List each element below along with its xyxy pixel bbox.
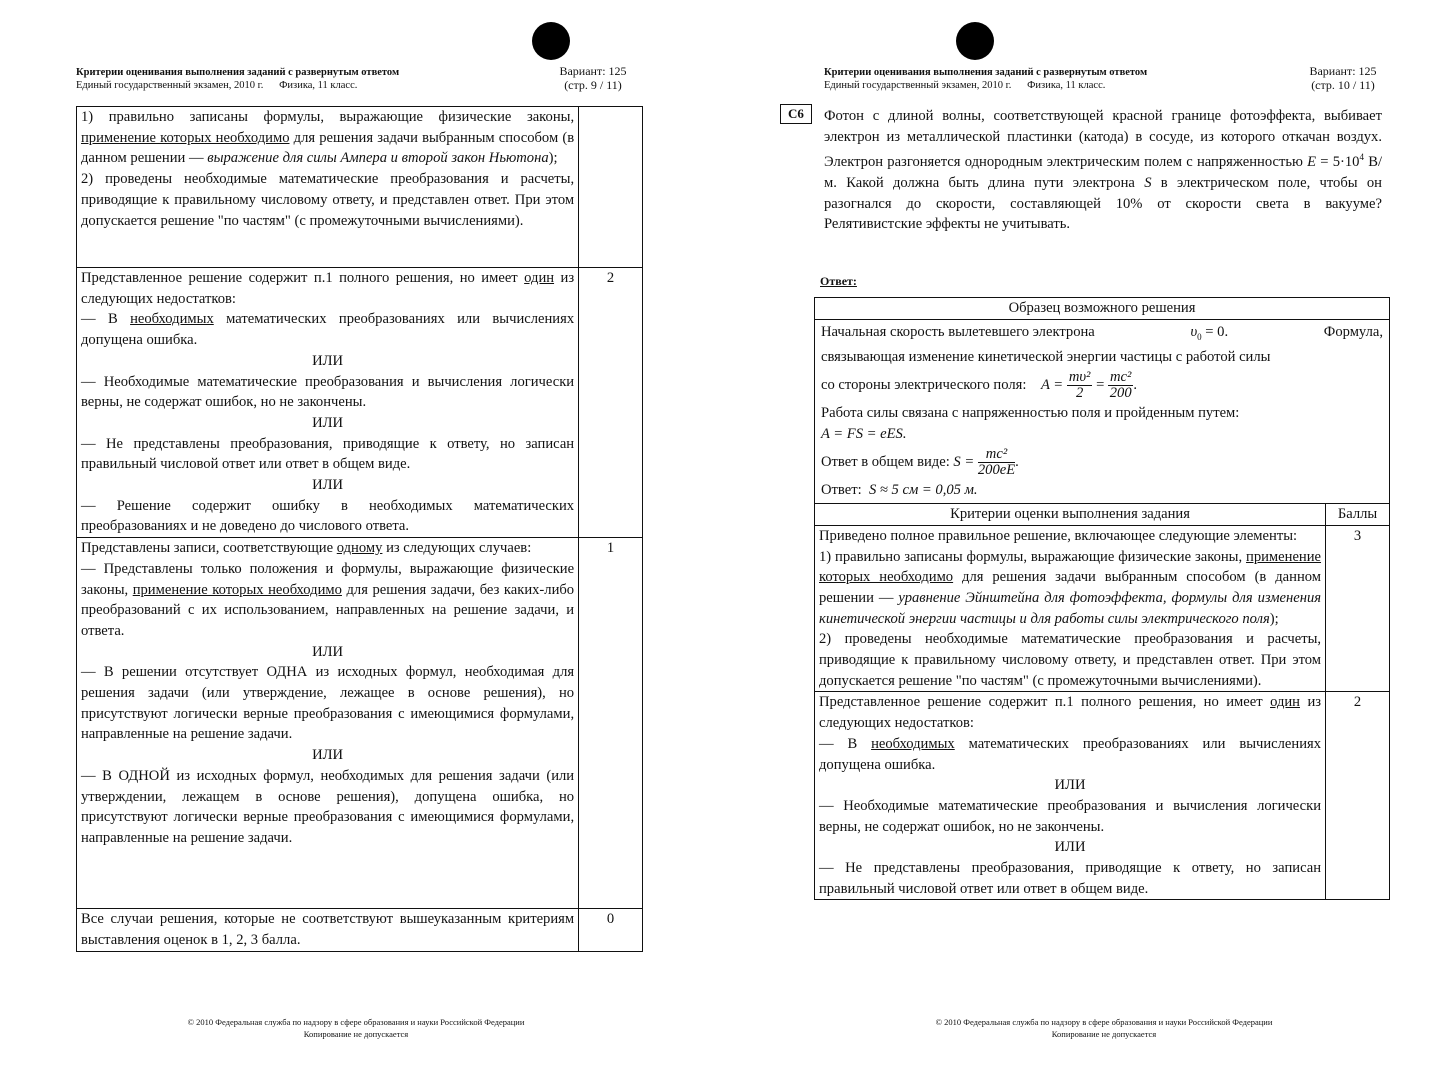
solution-table	[814, 297, 1390, 900]
table-row	[815, 525, 1390, 692]
table-row	[815, 298, 1390, 320]
header-title: Критерии оценивания выполнения заданий с развернутым ответом	[76, 67, 400, 78]
table-row	[77, 268, 643, 538]
punch-hole-icon	[956, 22, 994, 60]
score-cell: 0	[579, 909, 643, 951]
task-number: С6	[780, 104, 812, 124]
criteria-cell: Представленное решение содержит п.1 полного решения, но имеет один из следующих недостатков: — В необходимых математических преобразованиях или вычислениях допущена ошибка. ИЛИ — Необходимые математические преобразования и вычисления логически верны, не содержат ошибок, но не закончены. ИЛИ — Не представлены преобразования, приводящие к ответу, но записан правильный числовой ответ или ответ в общем виде.	[815, 692, 1326, 900]
punch-hole-icon	[532, 22, 570, 60]
table-row	[77, 107, 643, 268]
criteria-table	[76, 106, 643, 952]
table-row	[815, 319, 1390, 503]
score-cell: 2	[1326, 692, 1390, 900]
criteria-cell: Все случаи решения, которые не соответствуют вышеуказанным критериям выставления оценок в 1, 2, 3 балла.	[77, 909, 579, 951]
score-header: Баллы	[1326, 504, 1390, 526]
page-header	[824, 66, 1244, 92]
solution-cell: Начальная скорость вылетевшего электрона $\upsilon_0 = 0$. Формула, связывающая изменение кинетической энергии частицы с работой силы со стороны электрического поля: A = $\frac{\text{mυ²}}{2}$ = $\frac{\text{mc²}}{200}$ . Работа силы связана с напряженностью поля и пройденным путем: A = FS = eES. Ответ в общем виде: S = $\frac{\text{mc²}}{200eE}$ . Ответ: S ≈ 5 см = 0,05 м.	[815, 319, 1390, 503]
variant-label: Вариант: 125	[559, 64, 627, 78]
criteria-cell: 1) правильно записаны формулы, выражающие физические законы, применение которых необходимо для решения задачи выбранным способом (в данном решении — выражение для силы Ампера и второй закон Ньютона); 2) проведены необходимые математические преобразования и расчеты, приводящие к правильному числовому ответу, и представлен ответ. При этом допускается решение "по частям" (с промежуточными вычислениями).	[77, 107, 579, 268]
page-footer	[824, 1016, 1384, 1040]
score-cell: 1	[579, 538, 643, 909]
header-title: Критерии оценивания выполнения заданий с развернутым ответом	[824, 67, 1148, 78]
answer-label: Ответ:	[820, 274, 857, 288]
task-text: Фотон с длиной волны, соответствующей красной границе фотоэффекта, выбивает электрон из металлической пластинки (катода) в сосуде, из которого откачан воздух. Электрон разгоняется однородным электрическим полем с напряженностью $E = 5\cdot 10^4$ В/м. Какой должна быть длина пути электрона S в электрическом поле, чтобы он разогнался до скорости, составляющей 10% от скорости света в вакууме? Релятивистские эффекты не учитывать.	[824, 108, 1382, 233]
header-exam: Единый государственный экзамен, 2010 г.	[824, 80, 1012, 91]
criteria-cell: Приведено полное правильное решение, включающее следующие элементы: 1) правильно записаны формулы, выражающие физические законы, применение которых необходимо для решения задачи выбранным способом (в данном решении — уравнение Эйнштейна для фотоэффекта, формулы для изменения кинетической энергии частицы и для работы силы электрического поля); 2) проведены необходимые математические преобразования и расчеты, приводящие к правильному числовому ответу, и представлен ответ. При этом допускается решение "по частям" (с промежуточными вычислениями).	[815, 525, 1326, 692]
score-cell: 3	[1326, 525, 1390, 692]
header-exam: Единый государственный экзамен, 2010 г.	[76, 80, 264, 91]
page-number: (стр. 9 / 11)	[564, 78, 622, 92]
score-cell	[579, 107, 643, 268]
page-footer	[76, 1016, 636, 1040]
criteria-cell: Представленное решение содержит п.1 полного решения, но имеет один из следующих недостатков: — В необходимых математических преобразованиях или вычислениях допущена ошибка. ИЛИ — Необходимые математические преобразования и вычисления логически верны, не содержат ошибок, но не закончены. ИЛИ — Не представлены преобразования, приводящие к ответу, но записан правильный числовой ответ или ответ в общем виде. ИЛИ — Решение содержит ошибку в необходимых математических преобразованиях и не доведено до числового ответа.	[77, 268, 579, 538]
page-variant	[1296, 64, 1390, 92]
header-subject: Физика, 11 класс.	[1027, 80, 1106, 91]
table-row	[815, 504, 1390, 526]
criteria-cell: Представлены записи, соответствующие одному из следующих случаев: — Представлены только положения и формулы, выражающие физические законы, применение которых необходимо для решения задачи, без каких-либо преобразований с их использованием, направленных на решение задачи, и ответа. ИЛИ — В решении отсутствует ОДНА из исходных формул, необходимая для решения задачи (или утверждение, лежащее в основе решения), но присутствуют логически верные преобразования с имеющимися формулами, направленные на решение задачи. ИЛИ — В ОДНОЙ из исходных формул, необходимых для решения задачи (или утверждении, лежащем в основе решения), допущена ошибка, но присутствуют логически верные преобразования с имеющимися формулами, направленные на решение задачи.	[77, 538, 579, 909]
table-row	[77, 538, 643, 909]
table-row	[77, 909, 643, 951]
right-page	[722, 0, 1443, 1079]
footer-copyright: © 2010 Федеральная служба по надзору в сфере образования и науки Российской Федерации	[935, 1017, 1273, 1027]
solution-header: Образец возможного решения	[815, 298, 1390, 320]
page-variant	[548, 64, 638, 92]
footer-note: Копирование не допускается	[303, 1029, 409, 1039]
footer-note: Копирование не допускается	[1051, 1029, 1157, 1039]
score-cell: 2	[579, 268, 643, 538]
variant-label: Вариант: 125	[1309, 64, 1377, 78]
page-header	[76, 66, 496, 92]
criteria-header: Критерии оценки выполнения задания	[815, 504, 1326, 526]
page-number: (стр. 10 / 11)	[1311, 78, 1375, 92]
footer-copyright: © 2010 Федеральная служба по надзору в сфере образования и науки Российской Федерации	[187, 1017, 525, 1027]
header-subject: Физика, 11 класс.	[279, 80, 358, 91]
table-row	[815, 692, 1390, 900]
